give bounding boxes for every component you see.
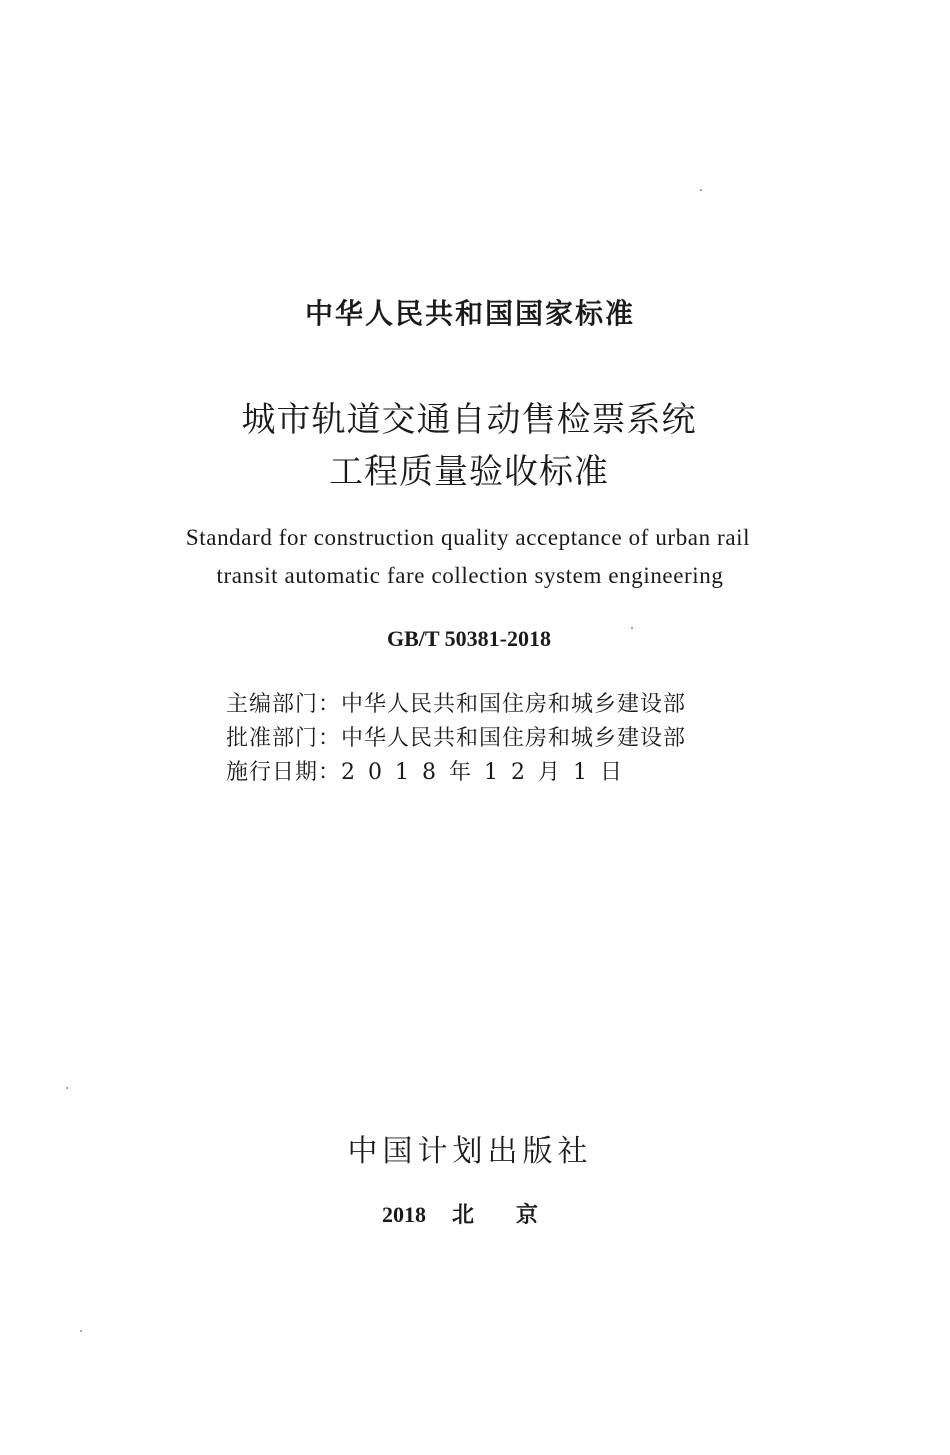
editor-label: 主编部门： [226,692,342,717]
editor-line [226,688,686,722]
approver-line [226,722,686,756]
effective-label: 施行日期： [226,760,342,785]
approver-label: 批准部门： [226,726,342,751]
title-en-line2: transit automatic fare collection system engineering [216,563,724,588]
effective-date-value: 2018年12月1日 [341,760,635,785]
publication-city: 北京 [452,1202,581,1228]
scan-speck [66,1087,68,1089]
scan-speck [80,1330,82,1332]
publication-place [382,1198,580,1229]
national-standard-heading: 中华人民共和国国家标准 [304,297,635,330]
editor-value: 中华人民共和国住房和城乡建设部 [341,692,687,717]
title-cn-line2: 工程质量验收标准 [329,452,609,492]
publication-year: 2018 [382,1202,426,1227]
scan-speck [631,627,633,629]
publisher-name: 中国计划出版社 [347,1134,593,1169]
scan-speck [700,189,702,191]
title-cn-line1: 城市轨道交通自动售检票系统 [241,400,697,440]
approver-value: 中华人民共和国住房和城乡建设部 [341,726,687,751]
meta-block [226,688,686,790]
effective-date-line [226,756,686,790]
standard-code: GB/T 50381-2018 [386,626,551,651]
title-en-line1: Standard for construction quality acceptance of urban rail [185,525,751,550]
